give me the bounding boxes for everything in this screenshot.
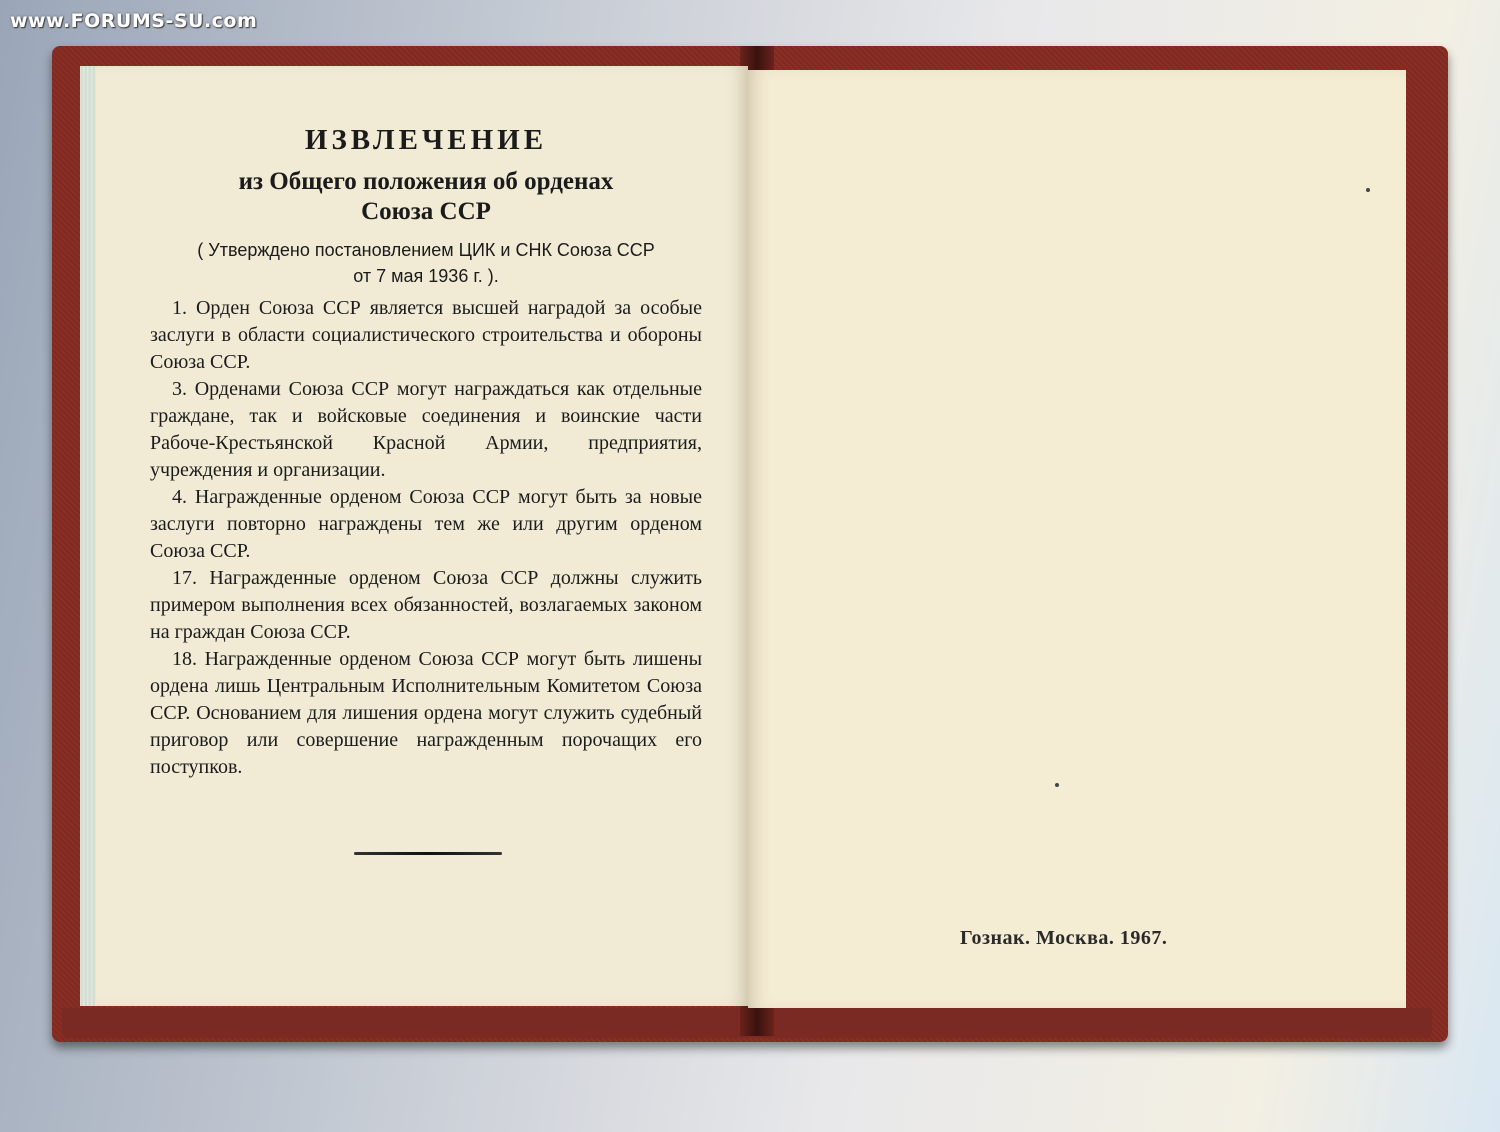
extract-subtitle (150, 167, 702, 227)
decorative-rule (354, 852, 502, 855)
extract-subtitle-line-1: из Общего положения об орденах (238, 168, 614, 195)
approval-note (150, 237, 702, 289)
publisher-imprint: Гознак. Москва. 1967. (960, 927, 1168, 949)
approval-note-line-2: от 7 мая 1936 г. ). (353, 266, 499, 286)
watermark: www.FORUMS-SU.com (10, 10, 258, 32)
paragraph-1: 1. Орден Союза ССР является высшей наградой за особые заслуги в области социалистического строительства и обороны Союза ССР. (150, 297, 702, 373)
paper-speck (1366, 188, 1370, 192)
extract-text-block (150, 124, 702, 781)
extract-subtitle-line-2: Союза ССР (361, 198, 491, 225)
paragraph-4: 4. Награжденные орденом Союза ССР могут быть за новые заслуги повторно награждены тем же или другим орденом Союза ССР. (150, 486, 702, 562)
paragraph-18: 18. Награжденные орденом Союза ССР могут быть лишены ордена лишь Центральным Исполнительным Комитетом Союза ССР. Основанием для лишения ордена могут служить судебный приговор или совершение награжденным порочащих его поступков. (150, 648, 702, 778)
right-page (748, 70, 1406, 1008)
approval-note-line-1: ( Утверждено постановлением ЦИК и СНК Союза ССР (197, 240, 655, 260)
extract-title: ИЗВЛЕЧЕНИЕ (304, 124, 548, 156)
paragraph-17: 17. Награжденные орденом Союза ССР должны служить примером выполнения всех обязанностей, возлагаемых законом на граждан Союза ССР. (150, 567, 702, 643)
paragraph-3: 3. Орденами Союза ССР могут награждаться как отдельные граждане, так и войсковые соединения и воинские части Рабоче-Крестьянской Красной Армии, предприятия, учреждения и организации. (150, 378, 702, 481)
paper-speck (1055, 783, 1059, 787)
